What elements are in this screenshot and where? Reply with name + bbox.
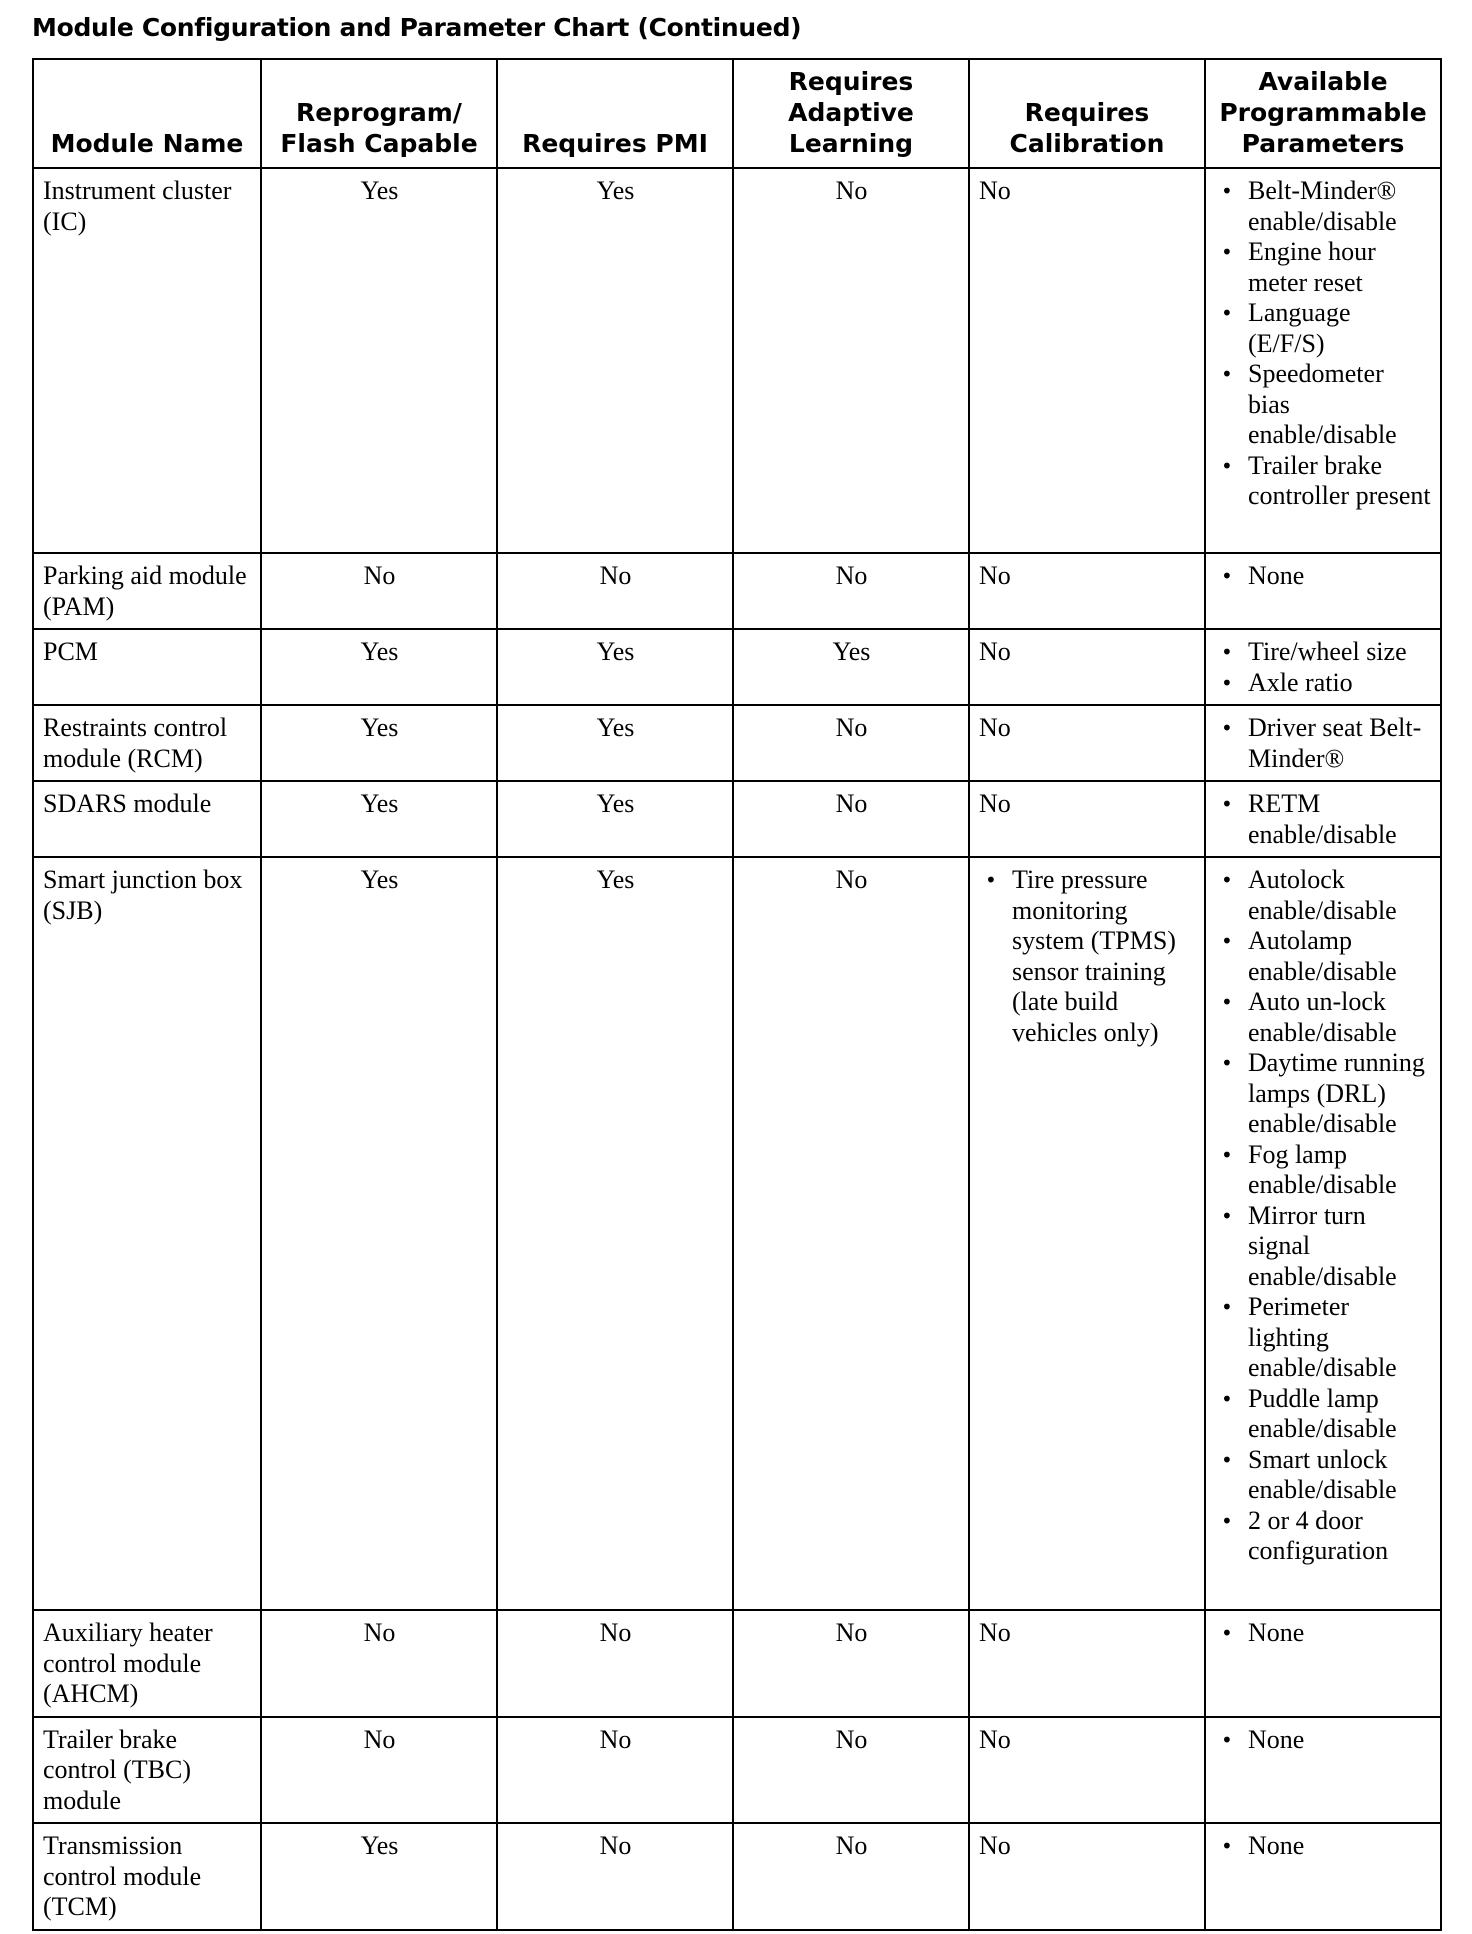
table-row bbox=[33, 1717, 1441, 1824]
module-name-cell: Instrument cluster (IC) bbox=[33, 168, 261, 553]
parameters-cell bbox=[1205, 168, 1441, 553]
calibration-cell bbox=[969, 553, 1205, 629]
parameters-cell bbox=[1205, 1823, 1441, 1930]
requires-pmi-cell: Yes bbox=[497, 168, 733, 553]
bullet-icon: • bbox=[985, 868, 997, 892]
calibration-value: No bbox=[979, 176, 1011, 205]
adaptive-learning-cell: No bbox=[733, 781, 969, 857]
module-name-cell: Parking aid module (PAM) bbox=[33, 553, 261, 629]
calibration-item-text: Tire pressure monitoring system (TPMS) sensor training (late build vehicles only) bbox=[1012, 865, 1176, 1047]
adaptive-learning-cell: No bbox=[733, 553, 969, 629]
parameters-cell bbox=[1205, 857, 1441, 1610]
calibration-value: No bbox=[979, 713, 1011, 742]
table-row bbox=[33, 857, 1441, 1610]
reprogram-cell: Yes bbox=[261, 168, 497, 553]
calibration-value: No bbox=[979, 789, 1011, 818]
column-header-requires-pmi: Requires PMI bbox=[497, 59, 733, 168]
calibration-cell bbox=[969, 1823, 1205, 1930]
parameter-item-text: Autolock enable/disable bbox=[1248, 865, 1397, 925]
parameter-item-text: None bbox=[1248, 561, 1305, 590]
requires-pmi-cell: No bbox=[497, 1610, 733, 1717]
module-name-cell: Transmission control module (TCM) bbox=[33, 1823, 261, 1930]
parameter-item bbox=[1215, 789, 1432, 850]
reprogram-cell: No bbox=[261, 553, 497, 629]
parameter-item bbox=[1215, 1140, 1432, 1201]
parameter-item-text: None bbox=[1248, 1724, 1305, 1754]
bullet-icon: • bbox=[1221, 362, 1233, 386]
bullet-icon: • bbox=[1221, 929, 1233, 953]
bullet-icon: • bbox=[1221, 1447, 1233, 1472]
reprogram-cell: Yes bbox=[261, 1823, 497, 1930]
parameter-item-list bbox=[1215, 1618, 1432, 1649]
table-row bbox=[33, 1610, 1441, 1717]
parameter-item-text: Autolamp enable/disable bbox=[1248, 926, 1397, 986]
parameter-item bbox=[1215, 237, 1432, 298]
table-row bbox=[33, 168, 1441, 553]
bullet-icon: • bbox=[1221, 301, 1233, 325]
parameter-item-text: Puddle lamp enable/disable bbox=[1248, 1383, 1397, 1443]
bullet-icon: • bbox=[1221, 1834, 1233, 1858]
module-parameter-table bbox=[32, 58, 1442, 1931]
bullet-icon: • bbox=[1221, 1051, 1233, 1075]
parameter-item bbox=[1215, 926, 1432, 987]
calibration-value: No bbox=[979, 1724, 1011, 1754]
column-header-calibration: Requires Calibration bbox=[969, 59, 1205, 168]
module-name-cell: Auxiliary heater control module (AHCM) bbox=[33, 1610, 261, 1717]
reprogram-cell: No bbox=[261, 1610, 497, 1717]
calibration-value: No bbox=[979, 1618, 1011, 1647]
column-header-adaptive-learning: Requires Adaptive Learning bbox=[733, 59, 969, 168]
calibration-cell bbox=[969, 1717, 1205, 1824]
parameter-item-text: Mirror turn signal enable/disable bbox=[1248, 1200, 1397, 1291]
parameter-item-text: Belt-Minder® enable/disable bbox=[1248, 176, 1397, 236]
module-name-cell: Smart junction box (SJB) bbox=[33, 857, 261, 1610]
reprogram-cell: Yes bbox=[261, 781, 497, 857]
table-row bbox=[33, 1823, 1441, 1930]
bullet-icon: • bbox=[1221, 179, 1233, 203]
parameters-cell bbox=[1205, 629, 1441, 705]
table-header-row bbox=[33, 59, 1441, 168]
bullet-icon: • bbox=[1221, 670, 1233, 695]
parameters-cell bbox=[1205, 705, 1441, 781]
parameter-item-list bbox=[1215, 637, 1432, 698]
calibration-cell bbox=[969, 781, 1205, 857]
parameter-item-list bbox=[1215, 713, 1432, 774]
requires-pmi-cell: No bbox=[497, 1717, 733, 1824]
parameter-item-text: Perimeter lighting enable/disable bbox=[1248, 1292, 1397, 1382]
bullet-icon: • bbox=[1221, 640, 1233, 664]
table-row bbox=[33, 553, 1441, 629]
reprogram-cell: Yes bbox=[261, 857, 497, 1610]
column-header-parameters: Available Programmable Parameters bbox=[1205, 59, 1441, 168]
calibration-cell bbox=[969, 168, 1205, 553]
requires-pmi-cell: Yes bbox=[497, 857, 733, 1610]
calibration-item bbox=[979, 865, 1196, 1048]
parameter-item-text: 2 or 4 door configuration bbox=[1248, 1505, 1389, 1565]
bullet-icon: • bbox=[1221, 1508, 1233, 1533]
parameter-item-text: None bbox=[1248, 1618, 1305, 1647]
adaptive-learning-cell: No bbox=[733, 1823, 969, 1930]
bullet-icon: • bbox=[1221, 1203, 1233, 1228]
parameter-item bbox=[1215, 1201, 1432, 1293]
requires-pmi-cell: Yes bbox=[497, 781, 733, 857]
parameter-item-list bbox=[1215, 789, 1432, 850]
parameters-cell bbox=[1205, 781, 1441, 857]
parameter-item-text: Tire/wheel size bbox=[1248, 637, 1407, 666]
reprogram-cell: Yes bbox=[261, 629, 497, 705]
bullet-icon: • bbox=[1221, 792, 1233, 816]
bullet-icon: • bbox=[1221, 1295, 1233, 1319]
column-header-reprogram: Reprogram/ Flash Capable bbox=[261, 59, 497, 168]
parameter-item bbox=[1215, 1292, 1432, 1384]
calibration-value: No bbox=[979, 1831, 1011, 1860]
bullet-icon: • bbox=[1221, 716, 1233, 740]
parameter-item-list bbox=[1215, 1725, 1432, 1756]
parameter-item bbox=[1215, 1445, 1432, 1506]
parameter-item-text: Engine hour meter reset bbox=[1248, 237, 1376, 297]
parameter-item-text: Auto un-lock enable/disable bbox=[1248, 987, 1397, 1047]
adaptive-learning-cell: No bbox=[733, 705, 969, 781]
parameter-item bbox=[1215, 1506, 1432, 1567]
calibration-cell bbox=[969, 629, 1205, 705]
parameter-item bbox=[1215, 865, 1432, 926]
parameter-item-text: RETM enable/disable bbox=[1248, 789, 1397, 849]
parameter-item-text: Language (E/F/S) bbox=[1248, 298, 1351, 358]
parameter-item bbox=[1215, 298, 1432, 359]
parameter-item-text: Driver seat Belt-Minder® bbox=[1248, 713, 1422, 773]
parameter-item-text: Speedometer bias enable/disable bbox=[1248, 359, 1397, 449]
bullet-icon: • bbox=[1221, 564, 1233, 588]
parameter-item-list bbox=[1215, 865, 1432, 1567]
requires-pmi-cell: No bbox=[497, 553, 733, 629]
parameter-item-text: None bbox=[1248, 1831, 1305, 1860]
parameter-item bbox=[1215, 1831, 1432, 1862]
parameter-item bbox=[1215, 637, 1432, 668]
bullet-icon: • bbox=[1221, 240, 1233, 264]
adaptive-learning-cell: Yes bbox=[733, 629, 969, 705]
calibration-value: No bbox=[979, 637, 1011, 666]
parameter-item-text: Axle ratio bbox=[1248, 667, 1353, 697]
module-name-cell: SDARS module bbox=[33, 781, 261, 857]
parameter-item bbox=[1215, 1618, 1432, 1649]
parameter-item bbox=[1215, 987, 1432, 1048]
requires-pmi-cell: Yes bbox=[497, 629, 733, 705]
bullet-icon: • bbox=[1221, 1142, 1233, 1167]
table-body bbox=[33, 168, 1441, 1930]
module-name-cell: Trailer brake control (TBC) module bbox=[33, 1717, 261, 1824]
bullet-icon: • bbox=[1221, 1727, 1233, 1752]
requires-pmi-cell: No bbox=[497, 1823, 733, 1930]
parameter-item-text: Daytime running lamps (DRL) enable/disable bbox=[1248, 1048, 1425, 1138]
module-name-cell: Restraints control module (RCM) bbox=[33, 705, 261, 781]
parameter-item bbox=[1215, 176, 1432, 237]
parameter-item bbox=[1215, 359, 1432, 451]
requires-pmi-cell: Yes bbox=[497, 705, 733, 781]
adaptive-learning-cell: No bbox=[733, 1717, 969, 1824]
parameter-item-list bbox=[1215, 176, 1432, 512]
calibration-item-list bbox=[979, 865, 1196, 1048]
adaptive-learning-cell: No bbox=[733, 1610, 969, 1717]
bullet-icon: • bbox=[1221, 1621, 1233, 1645]
parameters-cell bbox=[1205, 1717, 1441, 1824]
reprogram-cell: No bbox=[261, 1717, 497, 1824]
table-row bbox=[33, 781, 1441, 857]
calibration-cell bbox=[969, 1610, 1205, 1717]
table-row bbox=[33, 629, 1441, 705]
parameters-cell bbox=[1205, 1610, 1441, 1717]
page-title: Module Configuration and Parameter Chart (Continued) bbox=[32, 13, 802, 42]
column-header-module-name: Module Name bbox=[33, 59, 261, 168]
parameter-item-list bbox=[1215, 561, 1432, 592]
parameter-item bbox=[1215, 561, 1432, 592]
parameter-item-text: Trailer brake controller present bbox=[1248, 450, 1431, 510]
parameter-item bbox=[1215, 713, 1432, 774]
calibration-cell bbox=[969, 857, 1205, 1610]
reprogram-cell: Yes bbox=[261, 705, 497, 781]
parameter-item bbox=[1215, 1384, 1432, 1445]
parameter-item bbox=[1215, 451, 1432, 512]
parameters-cell bbox=[1205, 553, 1441, 629]
table-row bbox=[33, 705, 1441, 781]
calibration-cell bbox=[969, 705, 1205, 781]
bullet-icon: • bbox=[1221, 990, 1233, 1014]
parameter-item bbox=[1215, 1725, 1432, 1756]
calibration-value: No bbox=[979, 561, 1011, 590]
adaptive-learning-cell: No bbox=[733, 857, 969, 1610]
bullet-icon: • bbox=[1221, 1386, 1233, 1411]
parameter-item bbox=[1215, 668, 1432, 699]
parameter-item-list bbox=[1215, 1831, 1432, 1862]
parameter-item-text: Fog lamp enable/disable bbox=[1248, 1139, 1397, 1199]
parameter-item-text: Smart unlock enable/disable bbox=[1248, 1444, 1397, 1504]
parameter-item bbox=[1215, 1048, 1432, 1140]
adaptive-learning-cell: No bbox=[733, 168, 969, 553]
module-name-cell: PCM bbox=[33, 629, 261, 705]
bullet-icon: • bbox=[1221, 453, 1233, 478]
bullet-icon: • bbox=[1221, 868, 1233, 892]
